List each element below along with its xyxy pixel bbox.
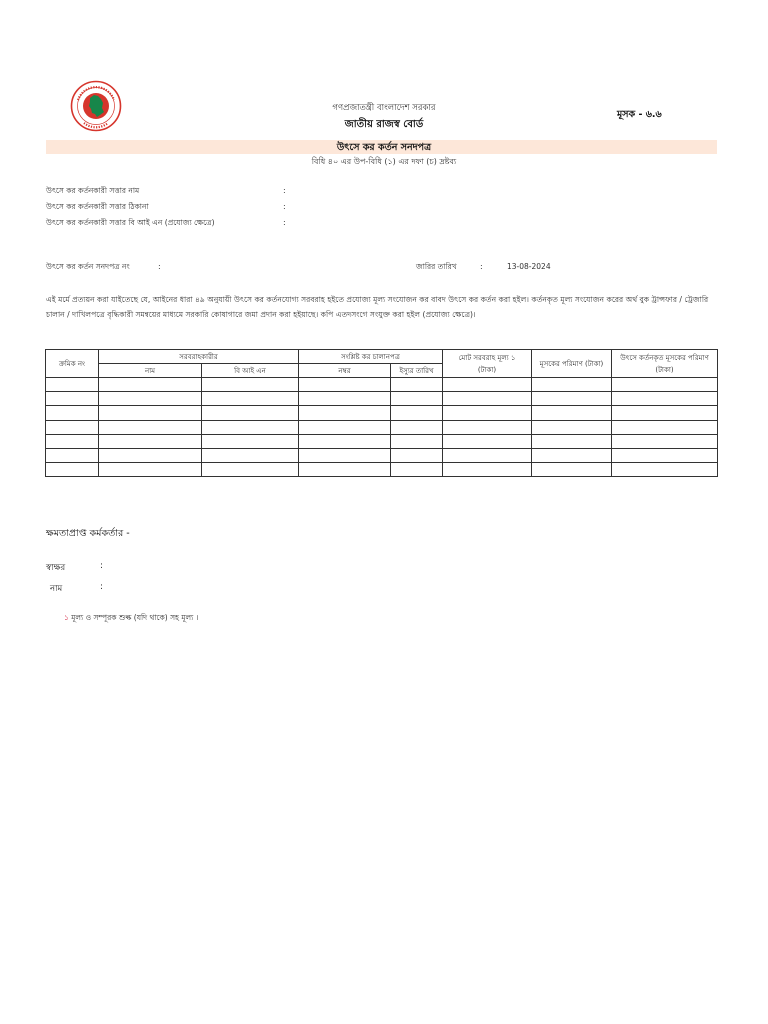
table-cell (612, 378, 718, 392)
signature-colon: : (100, 561, 103, 571)
header-total-value-label: মোট সরবরাহ মূল্য ১ (458, 353, 516, 362)
table-cell (443, 378, 532, 392)
table-cell (46, 434, 99, 448)
table-row (46, 392, 718, 406)
table-cell (99, 434, 202, 448)
table-cell (391, 406, 443, 420)
header-vat-amount: মূসকের পরিমাণ (টাকা) (532, 350, 612, 378)
table-cell (443, 392, 532, 406)
footnote-marker: ১ (64, 613, 69, 622)
table-cell (299, 420, 391, 434)
certificate-title: উৎসে কর কর্তন সনদপত্র (336, 142, 432, 153)
table-cell (46, 406, 99, 420)
table-cell (99, 378, 202, 392)
table-cell (46, 448, 99, 462)
table-body (46, 378, 718, 477)
table-cell (391, 463, 443, 477)
table-cell (299, 434, 391, 448)
table-cell (46, 378, 99, 392)
table-cell (46, 420, 99, 434)
certificate-number-colon: : (158, 262, 161, 271)
header-challan-number: নম্বর (299, 364, 391, 378)
table-cell (202, 392, 299, 406)
table-cell (532, 434, 612, 448)
table-cell (612, 392, 718, 406)
table-cell (299, 463, 391, 477)
board-name: জাতীয় রাজস্ব বোর্ড (344, 119, 424, 130)
table-cell (46, 392, 99, 406)
table-cell (46, 463, 99, 477)
table-cell (299, 448, 391, 462)
table-row (46, 406, 718, 420)
table-cell (532, 378, 612, 392)
table-cell (443, 406, 532, 420)
table-cell (443, 448, 532, 462)
table-cell (391, 378, 443, 392)
table-cell (612, 420, 718, 434)
table-cell (443, 463, 532, 477)
table-cell (202, 463, 299, 477)
certification-paragraph: এই মর্মে প্রত্যয়ন করা যাইতেছে যে, আইনের ধারা ৪৯ অনুযায়ী উৎসে কর কর্তনযোগ্য সরবরাহ হইতে প্রযোজ্য মূল্য সংযোজন কর বাবদ উৎসে কর কর্তন করা হইল। কর্তনকৃত মূল্য সংযোজন করের অর্থ বুক ট্রান্সফার / ট্রেজারি চালান / দাখিলপত্রে বৃদ্ধিকারী সমন্বয়ের মাধ্যমে সরকারি কোষাগারে জমা প্রদান করা হইয়াছে। কপি এতদসংগে সংযুক্ত করা হইল (প্রযোজ্য ক্ষেত্রে)। (46, 295, 709, 319)
government-name: গণপ্রজাতন্ত্রী বাংলাদেশ সরকার (332, 103, 436, 113)
table-cell (99, 392, 202, 406)
deduction-table (45, 349, 718, 477)
table-cell (202, 448, 299, 462)
deductor-name-colon: : (283, 186, 286, 195)
table-cell (299, 406, 391, 420)
table-cell (299, 378, 391, 392)
table-cell (99, 420, 202, 434)
name-label: নাম (50, 584, 63, 594)
authorized-officer-label: ক্ষমতাপ্রাপ্ত কর্মকর্তার - (46, 528, 130, 539)
table-cell (391, 448, 443, 462)
table-row (46, 463, 718, 477)
table-row (46, 448, 718, 462)
deductor-bin-label: উৎসে কর কর্তনকারী সত্তার বি আই এন (প্রযোজ্য ক্ষেত্রে) (46, 218, 215, 227)
header-supplier: সরবরাহকারীর (99, 350, 299, 364)
table-cell (299, 392, 391, 406)
table-row (46, 420, 718, 434)
issue-date-value: 13-08-2024 (507, 262, 551, 271)
header-total-value-unit: (টাকা) (477, 365, 497, 374)
table-row (46, 378, 718, 392)
table-cell (612, 434, 718, 448)
table-cell (532, 448, 612, 462)
table-cell (99, 463, 202, 477)
table-cell (99, 406, 202, 420)
deductor-address-label: উৎসে কর কর্তনকারী সত্তার ঠিকানা (46, 202, 149, 211)
table-cell (612, 406, 718, 420)
table-cell (202, 434, 299, 448)
certificate-number-label: উৎসে কর কর্তন সনদপত্র নং (46, 262, 130, 271)
footnote (64, 613, 198, 625)
deductor-address-colon: : (283, 202, 286, 211)
signature-label: স্বাক্ষর (46, 563, 66, 573)
table-cell (532, 392, 612, 406)
form-code: মূসক - ৬.৬ (617, 109, 662, 120)
table-cell (612, 463, 718, 477)
table-cell (202, 406, 299, 420)
table-cell (99, 448, 202, 462)
table-cell (443, 434, 532, 448)
deductor-name-label: উৎসে কর কর্তনকারী সত্তার নাম (46, 186, 140, 195)
table-cell (391, 420, 443, 434)
name-colon: : (100, 582, 103, 592)
header-supplier-name: নাম (99, 364, 202, 378)
table-cell (391, 392, 443, 406)
table-cell (202, 420, 299, 434)
header-supplier-bin: বি আই এন (202, 364, 299, 378)
header-challan: সংশ্লিষ্ট কর চালানপত্র (299, 350, 443, 364)
header-challan-issue-date: ইস্যুর তারিখ (391, 364, 443, 378)
header-total-value (443, 350, 532, 378)
table-cell (391, 434, 443, 448)
table-cell (612, 448, 718, 462)
table-row (46, 434, 718, 448)
certificate-subtitle: বিধি ৪০ এর উপ-বিধি (১) এর দফা (চ) দ্রষ্টব্য (311, 157, 457, 166)
footnote-text: মূল্য ও সম্পূরক শুল্ক (যদি থাকে) সহ মূল্য । (71, 613, 199, 622)
table-cell (532, 406, 612, 420)
deductor-bin-colon: : (283, 218, 286, 227)
issue-date-label: জারির তারিখ (416, 262, 457, 271)
table-cell (532, 420, 612, 434)
header-serial: ক্রমিক নং (46, 350, 99, 378)
table-cell (202, 378, 299, 392)
table-cell (532, 463, 612, 477)
table-cell (443, 420, 532, 434)
issue-date-colon: : (480, 262, 483, 271)
header-deducted-vat: উৎসে কর্তনকৃত মূসকের পরিমাণ (টাকা) (612, 350, 718, 378)
